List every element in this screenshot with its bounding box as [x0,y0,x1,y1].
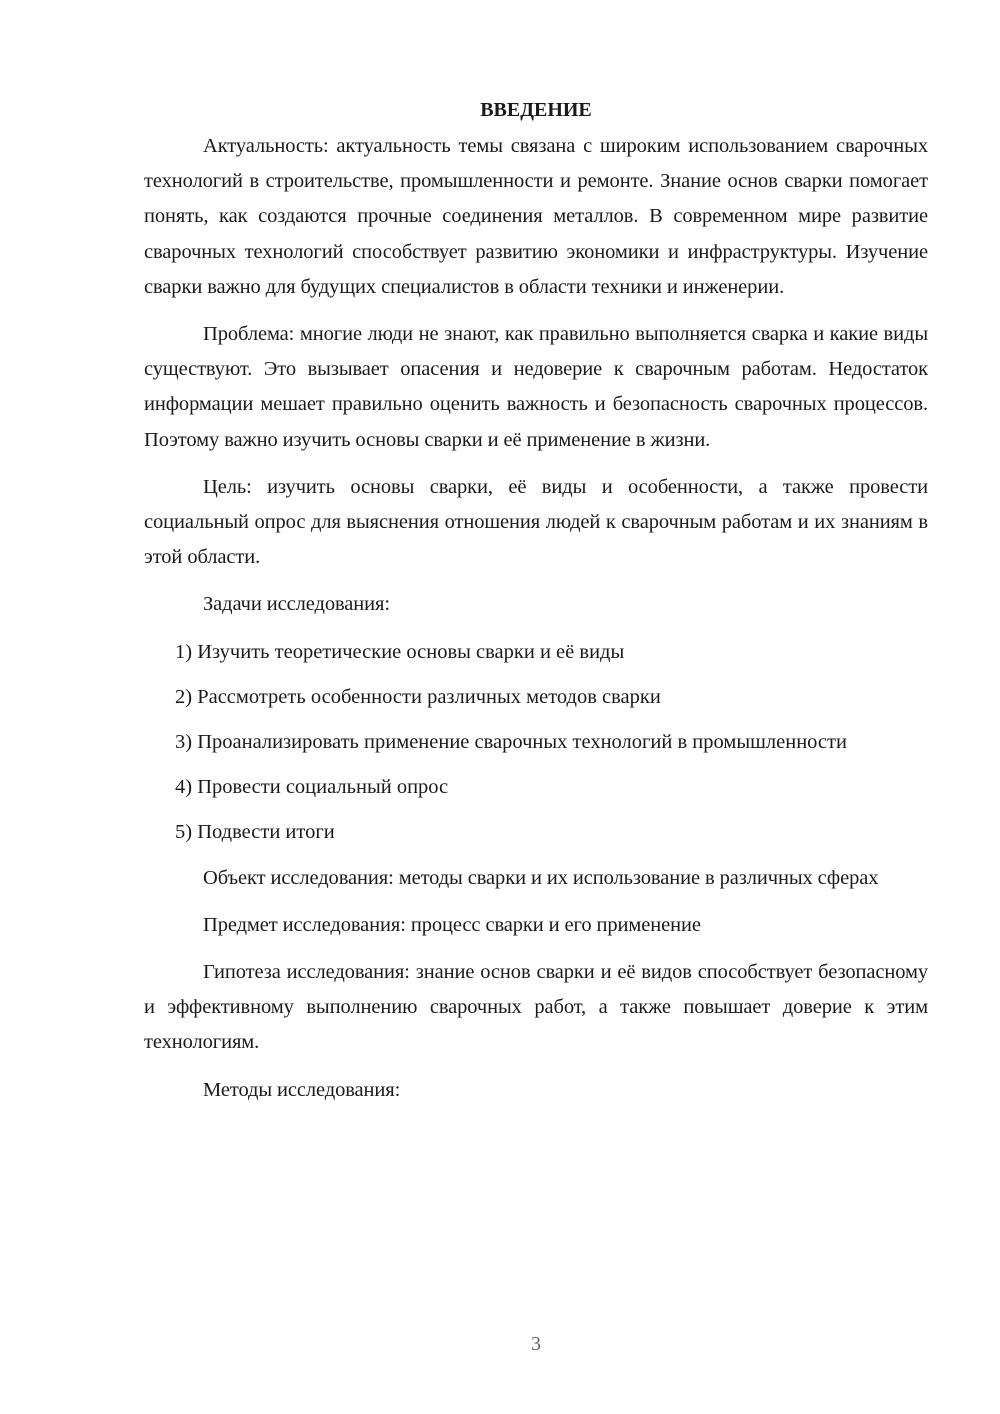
page-number: 3 [531,1333,541,1355]
task-item-1: 1) Изучить теоретические основы сварки и её виды [175,640,625,663]
section-title: ВВЕДЕНИЕ [480,99,592,121]
methods-heading: Методы исследования: [203,1078,401,1101]
paragraph-subject: Предмет исследования: процесс сварки и его применение [203,913,701,936]
task-item-4: 4) Провести социальный опрос [175,776,449,799]
tasks-list [144,635,928,851]
paragraph-object: Объект исследования: методы сварки и их использование в различных сферах [203,866,879,889]
document-page [144,95,928,1120]
paragraph-goal: Цель: изучить основы сварки, её виды и особенности, а также провести социальный опрос для выяснения отношения людей к сварочным работам и их знаниям в этой области. [144,475,928,569]
tasks-heading: Задачи исследования: [203,593,390,616]
paragraph-relevance: Актуальность: актуальность темы связана с широким использованием сварочных технологий в строительстве, промышленности и ремонте. Знание основ сварки помогает понять, как создаются прочные соединения металлов. В современном мире развитие сварочных технологий способствует развитию экономики и инфраструктуры. Изучение сварки важно для будущих специалистов в области техники и инженерии. [144,135,928,298]
task-item-3: 3) Проанализировать применение сварочных технологий в промышленности [175,731,847,754]
paragraph-problem: Проблема: многие люди не знают, как правильно выполняется сварка и какие виды существуют. Это вызывает опасения и недоверие к сварочным работам. Недостаток информации мешает правильно оценить важность и безопасность сварочных процессов. Поэтому важно изучить основы сварки и её применение в жизни. [144,323,928,451]
paragraph-hypothesis: Гипотеза исследования: знание основ сварки и её видов способствует безопасному и эффективному выполнению сварочных работ, а также повышает доверие к этим технологиям. [144,961,928,1054]
task-item-5: 5) Подвести итоги [175,821,335,844]
task-item-2: 2) Рассмотреть особенности различных методов сварки [175,685,661,708]
